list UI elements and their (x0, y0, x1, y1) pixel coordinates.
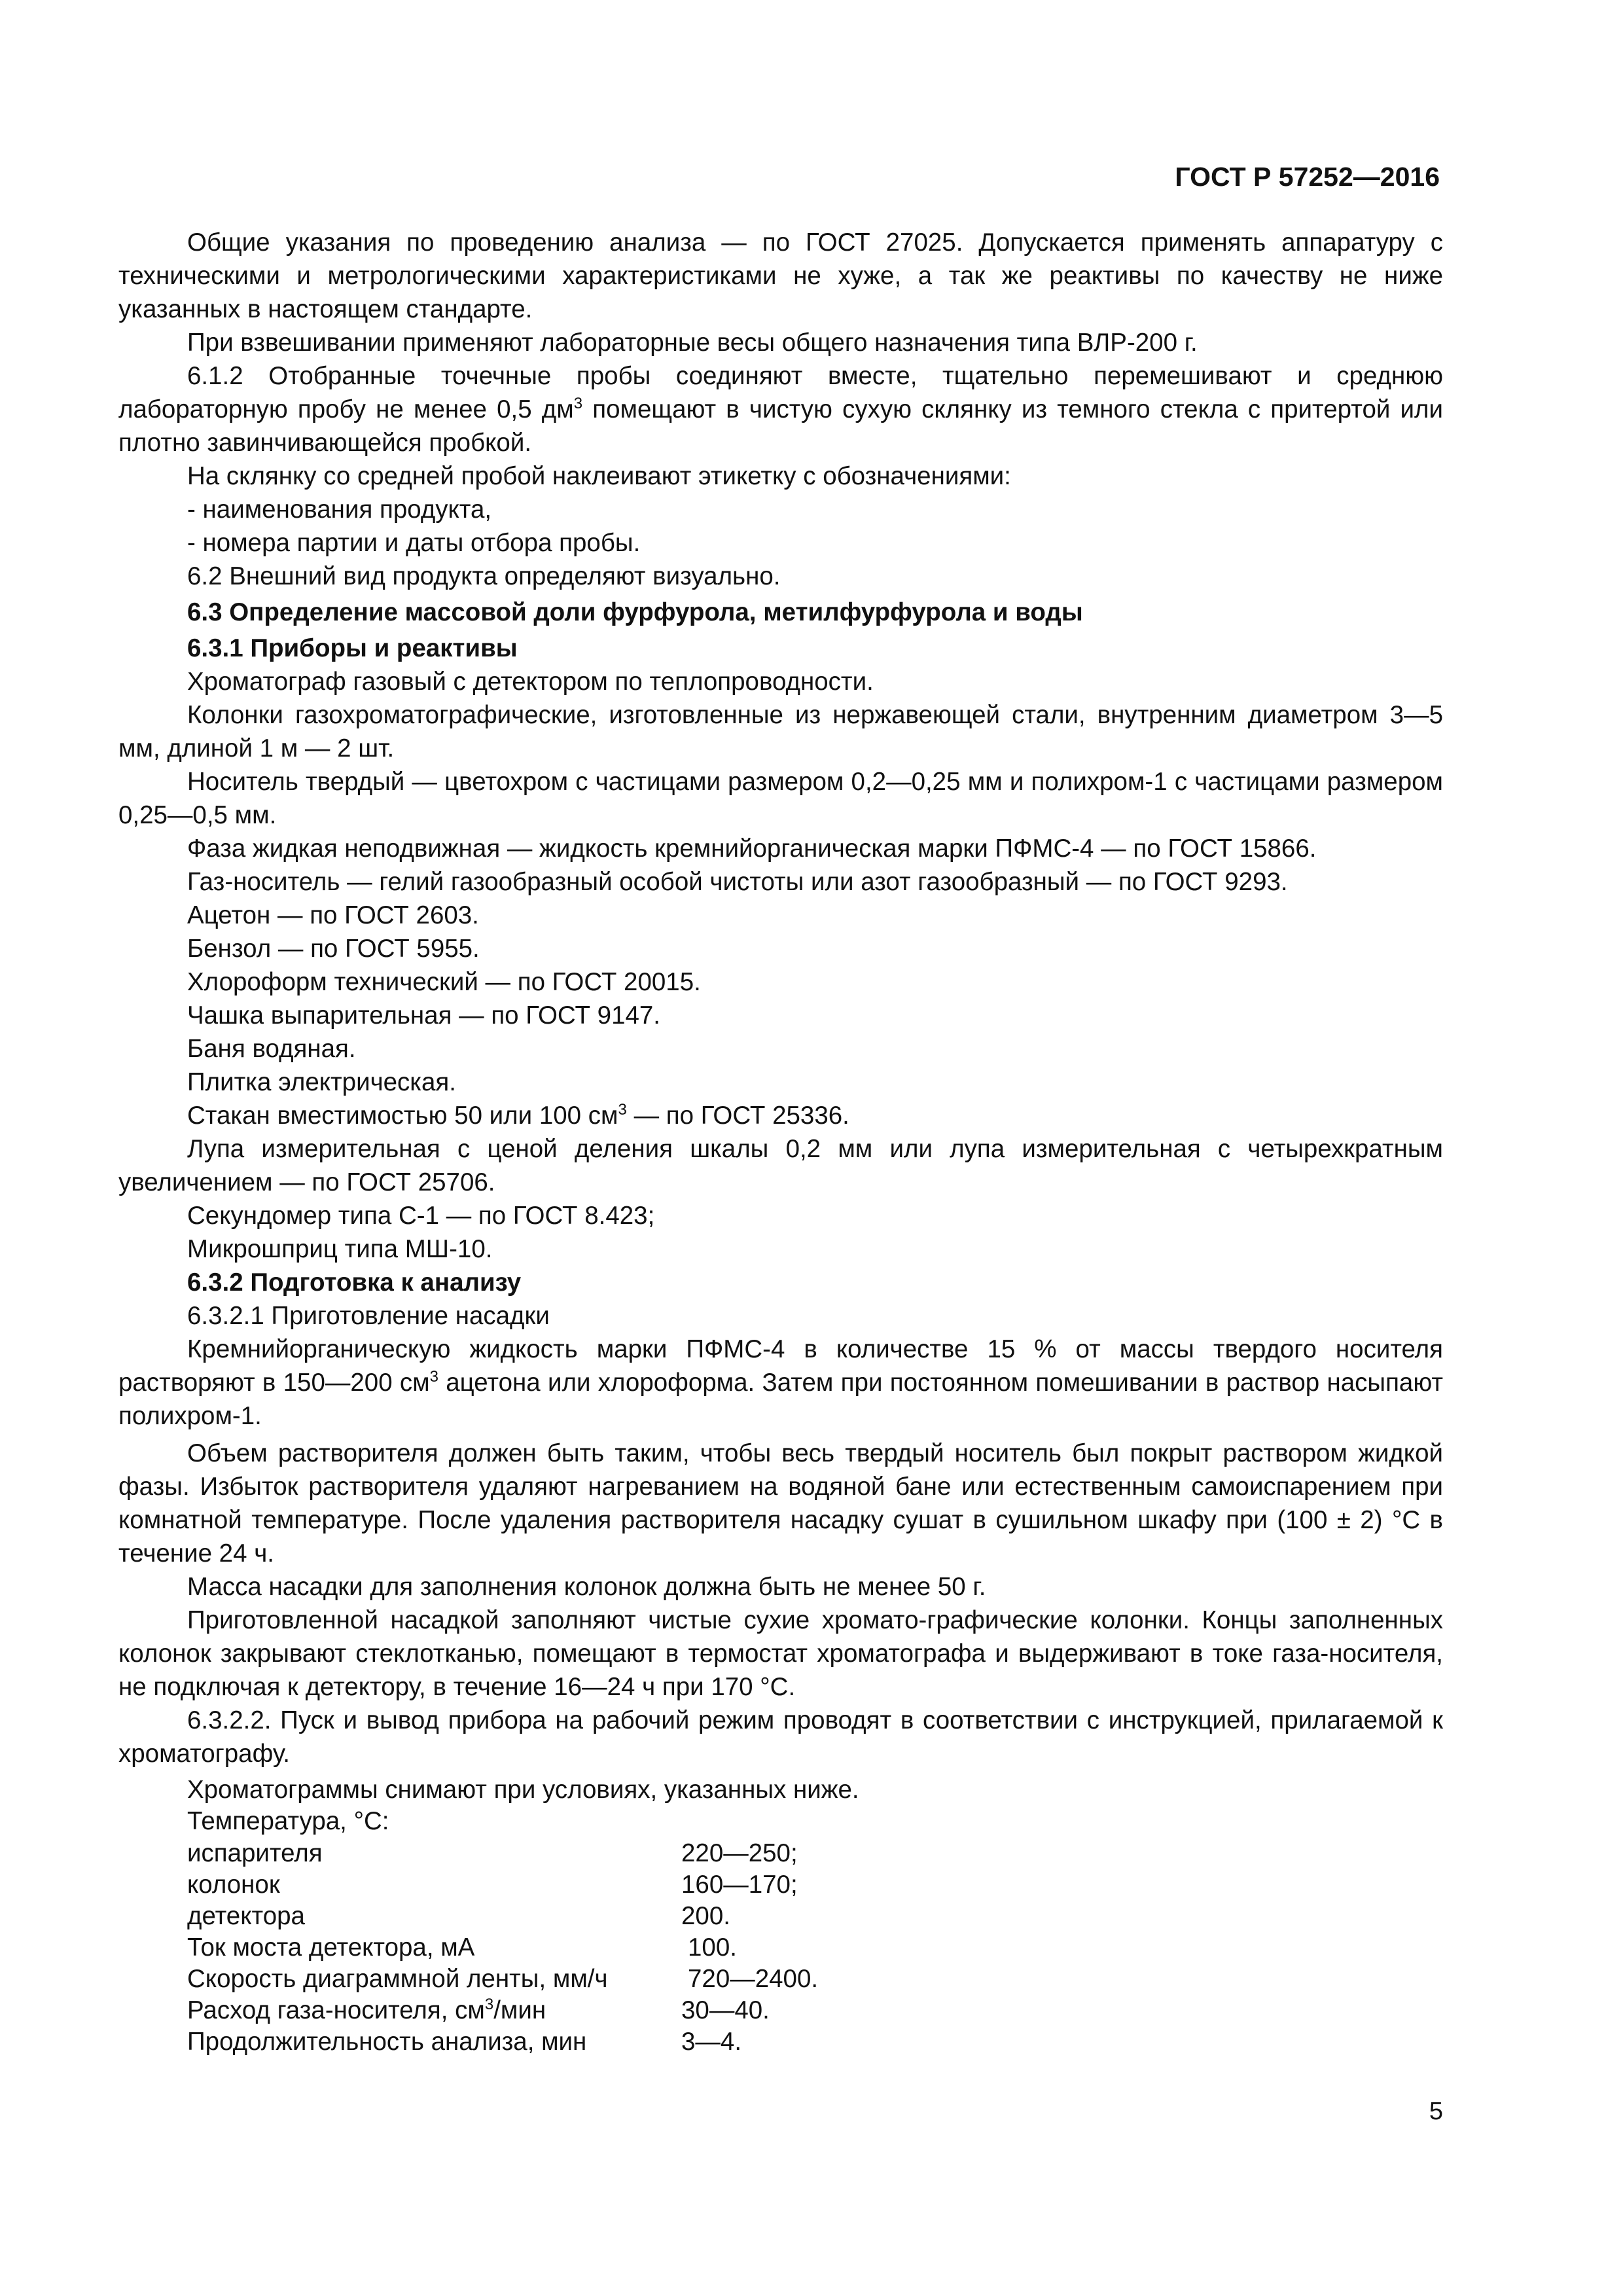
list-item: - номера партии и даты отбора пробы. (187, 529, 641, 557)
paragraph: Ацетон — по ГОСТ 2603. (187, 901, 479, 929)
paragraph: Хроматограммы снимают при условиях, указанных ниже. (187, 1776, 859, 1804)
document-body (118, 226, 1443, 2058)
condition-row: детектора 200. (187, 1902, 730, 1930)
paragraph-6-2: 6.2 Внешний вид продукта определяют визуально. (187, 562, 781, 590)
conditions-list (118, 1838, 1443, 2058)
condition-row: Продолжительность анализа, мин 3—4. (187, 2028, 742, 2056)
condition-row: колонок 160—170; (187, 1871, 798, 1899)
condition-row: Ток моста детектора, мА 100. (187, 1933, 737, 1962)
paragraph: Стакан вместимостью 50 или 100 $см^3$ — по ГОСТ 25336. (187, 1101, 849, 1130)
paragraph: Масса насадки для заполнения колонок должна быть не менее 50 г. (187, 1573, 986, 1601)
paragraph-general-instructions: Общие указания по проведению анализа — по ГОСТ 27025. Допускается применять аппаратуру с техническими и метрологическими характеристиками не хуже, а так же реактивы по качеству не ниже указанных в настоящем стандарте. (118, 228, 1443, 323)
paragraph: Приготовленной насадкой заполняют чистые сухие хромато-графические колонки. Концы заполненных колонок закрывают стеклотканью, помещают в термостат хроматографа и выдерживают в токе газа-носителя, не подключая к детектору, в течение 16—24 ч при 170 °С. (118, 1606, 1443, 1701)
paragraph: Бензол — по ГОСТ 5955. (187, 935, 480, 963)
condition-row: испарителя 220—250; (187, 1839, 798, 1867)
heading-6-3: 6.3 Определение массовой доли фурфурола, метилфурфурола и воды (187, 598, 1083, 626)
heading-6-3-2: 6.3.2 Подготовка к анализу (187, 1268, 522, 1297)
paragraph: Газ-носитель — гелий газообразный особой чистоты или азот газообразный — по ГОСТ 9293. (187, 868, 1288, 896)
condition-row: Скорость диаграммной ленты, мм/ч 720—2400. (187, 1965, 819, 1993)
paragraph-6-3-2-2: 6.3.2.2. Пуск и вывод прибора на рабочий режим проводят в соответствии с инструкцией, прилагаемой к хроматографу. (118, 1706, 1443, 1768)
paragraph: Хлороформ технический — по ГОСТ 20015. (187, 968, 701, 996)
standard-designation: ГОСТ Р 57252—2016 (1175, 162, 1440, 192)
paragraph-6-1-2: 6.1.2 Отобранные точечные пробы соединяют вместе, тщательно перемешивают и среднюю лабораторную пробу не менее 0,5 $дм^3$ помещают в чистую сухую склянку из темного стекла с притертой или плотно завинчивающейся пробкой. (118, 362, 1443, 457)
list-item: - наименования продукта, (187, 495, 492, 524)
paragraph: Микрошприц типа МШ-10. (187, 1235, 493, 1263)
paragraph: Объем растворителя должен быть таким, чтобы весь твердый носитель был покрыт раствором жидкой фазы. Избыток растворителя удаляют нагреванием на водяной бане или естественным самоиспарением при комнатной температуре. После удаления растворителя насадку сушат в сушильном шкафу при (100 ± 2) °С в течение 24 ч. (118, 1439, 1443, 1568)
paragraph-weighing: При взвешивании применяют лабораторные весы общего назначения типа ВЛР-200 г. (187, 329, 1198, 357)
subheading-6-3-2-1: 6.3.2.1 Приготовление насадки (187, 1302, 550, 1330)
paragraph: Хроматограф газовый с детектором по теплопроводности. (187, 668, 874, 696)
paragraph-label-intro: На склянку со средней пробой наклеивают этикетку с обозначениями: (187, 462, 1011, 490)
page-number: 5 (1429, 2098, 1443, 2125)
paragraph: Чашка выпарительная — по ГОСТ 9147. (187, 1001, 661, 1030)
paragraph: Колонки газохроматографические, изготовленные из нержавеющей стали, внутренним диаметром 3—5 мм, длиной 1 м — 2 шт. (118, 701, 1443, 762)
condition-row: Расход газа-носителя, $см^3$/мин 30—40. (187, 1996, 770, 2024)
paragraph: Фаза жидкая неподвижная — жидкость кремнийорганическая марки ПФМС-4 — по ГОСТ 15866. (187, 834, 1317, 863)
paragraph: Носитель твердый — цветохром с частицами размером 0,2—0,25 мм и полихром-1 с частицами размером 0,25—0,5 мм. (118, 768, 1443, 829)
paragraph: Лупа измерительная с ценой деления шкалы 0,2 мм или лупа измерительная с четырехкратным увеличением — по ГОСТ 25706. (118, 1135, 1443, 1196)
paragraph: Кремнийорганическую жидкость марки ПФМС-4 в количестве 15 % от массы твердого носителя растворяют в 150—200 $см^3$ ацетона или хлороформа. Затем при постоянном помешивании в раствор насыпают полихром-1. (118, 1335, 1443, 1430)
paragraph: Секундомер типа С-1 — по ГОСТ 8.423; (187, 1202, 655, 1230)
paragraph: Плитка электрическая. (187, 1068, 456, 1096)
paragraph: Баня водяная. (187, 1035, 356, 1063)
paragraph: Температура, °С: (187, 1807, 389, 1835)
heading-6-3-1: 6.3.1 Приборы и реактивы (187, 634, 518, 662)
